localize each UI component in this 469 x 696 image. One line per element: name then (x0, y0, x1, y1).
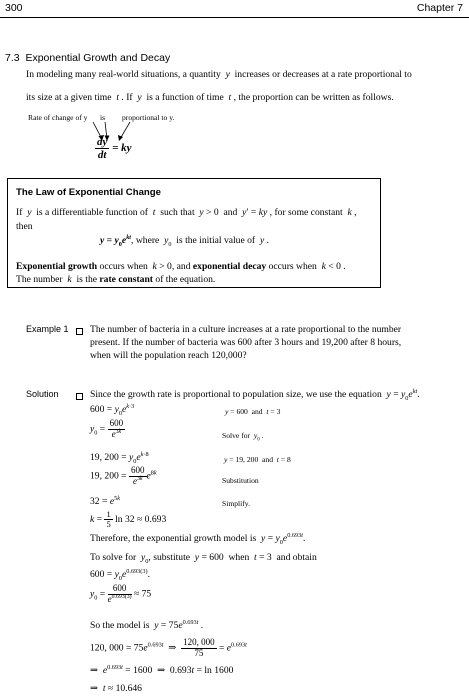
step-10-equation: ⇒ $e^{0.693t} = 1600$ ⇒ 0.693t = ln 1600 (90, 663, 234, 676)
law-line-2: then (16, 221, 33, 232)
note-3: y = 19, 200 and t = 8 (224, 455, 291, 464)
example-line-1: The number of bacteria in a culture increases at a rate proportional to the number (90, 324, 402, 335)
step-6-equation: k = $\frac{1}{5}$ ln 32 ≈ 0.693 (90, 509, 167, 530)
step-11-equation: ⇒ t ≈ 10.646 (90, 683, 142, 694)
section-title: Exponential Growth and Decay (25, 52, 171, 64)
differential-equation: $\frac{dy}{dt}$ = ky (97, 136, 132, 162)
label-proportional: proportional to y. (122, 113, 175, 122)
step-4-equation: 19, 200 = $\frac{600}{e^{3k}}$ $e^{8k}$ (90, 465, 157, 486)
step-5-equation: $32 = e^{5k}$ (90, 494, 120, 507)
note-1: y = 600 and t = 3 (225, 407, 281, 416)
step-7-equation: $600 = y_0e^{0.693(3)}$. (90, 567, 150, 582)
example-line-2: present. If the number of bacteria was 600 after 3 hours and 19,200 after 8 hours, (90, 337, 402, 348)
solution-bullet-icon (76, 393, 83, 400)
step-1-equation: $600 = y_0e^{k\cdot 3}$ (90, 402, 135, 417)
law-line-1: If y is a differentiable function of t such that y > 0 and y′ = ky , for some constant k , (16, 207, 357, 218)
law-line-5: The number k is the rate constant of the equation. (16, 274, 216, 285)
label-is: is (100, 113, 106, 122)
chapter-label: Chapter 7 (416, 2, 463, 14)
section-heading (5, 52, 170, 64)
law-of-exponential-change-box (7, 178, 381, 288)
to-solve-line: To solve for $y_0$, substitute y = 600 when t = 3 and obtain (90, 552, 317, 565)
intro-line-1: In modeling many real-world situations, a quantity y increases or decreases at a rate proportional to (26, 69, 412, 80)
section-number: 7.3 (5, 52, 20, 64)
example-label: Example 1 (26, 324, 69, 334)
intro-line-2: its size at a given time t . If y is a function of time t , the proportion can be written as follows. (26, 92, 394, 103)
solution-line-1: Since the growth rate is proportional to population size, we use the equation $y = y_0e^{kt}$. (90, 387, 420, 402)
page-number: 300 (5, 2, 23, 14)
step-2-equation: $y_0$ = $\frac{600}{e^{3k}}$ (90, 418, 124, 439)
law-title: The Law of Exponential Change (16, 187, 161, 198)
note-4: Substitution (222, 476, 259, 485)
example-bullet-icon (76, 328, 83, 335)
model-line: So the model is $y = 75e^{0.693t}$ . (90, 618, 204, 631)
law-line-3: $y = y_0e^{kt}$, where $y_0$ is the initial value of y . (100, 233, 270, 248)
label-rate-of-change: Rate of change of y (28, 113, 88, 122)
therefore-line: Therefore, the exponential growth model is $y = y_0e^{0.693t}$. (90, 531, 306, 546)
note-5: Simplify. (222, 499, 250, 508)
law-line-4: Exponential growth occurs when k > 0, and exponential decay occurs when k < 0 . (16, 261, 346, 272)
step-9-equation: 120, $000 = 75e^{0.693t}$ ⇒ $\frac{120, 000}{75}$ = $e^{0.693t}$ (90, 637, 247, 658)
example-line-3: when will the population reach 120,000? (90, 350, 247, 361)
step-3-equation: 19, $200 = y_0e^{k\cdot 8}$ (90, 450, 149, 465)
note-2: Solve for $y_0$ . (222, 431, 264, 443)
header-rule (0, 17, 469, 18)
solution-label: Solution (26, 389, 59, 399)
step-8-equation: $y_0$ = $\frac{600}{e^{0.693(3)}}$ ≈ 75 (90, 583, 152, 604)
